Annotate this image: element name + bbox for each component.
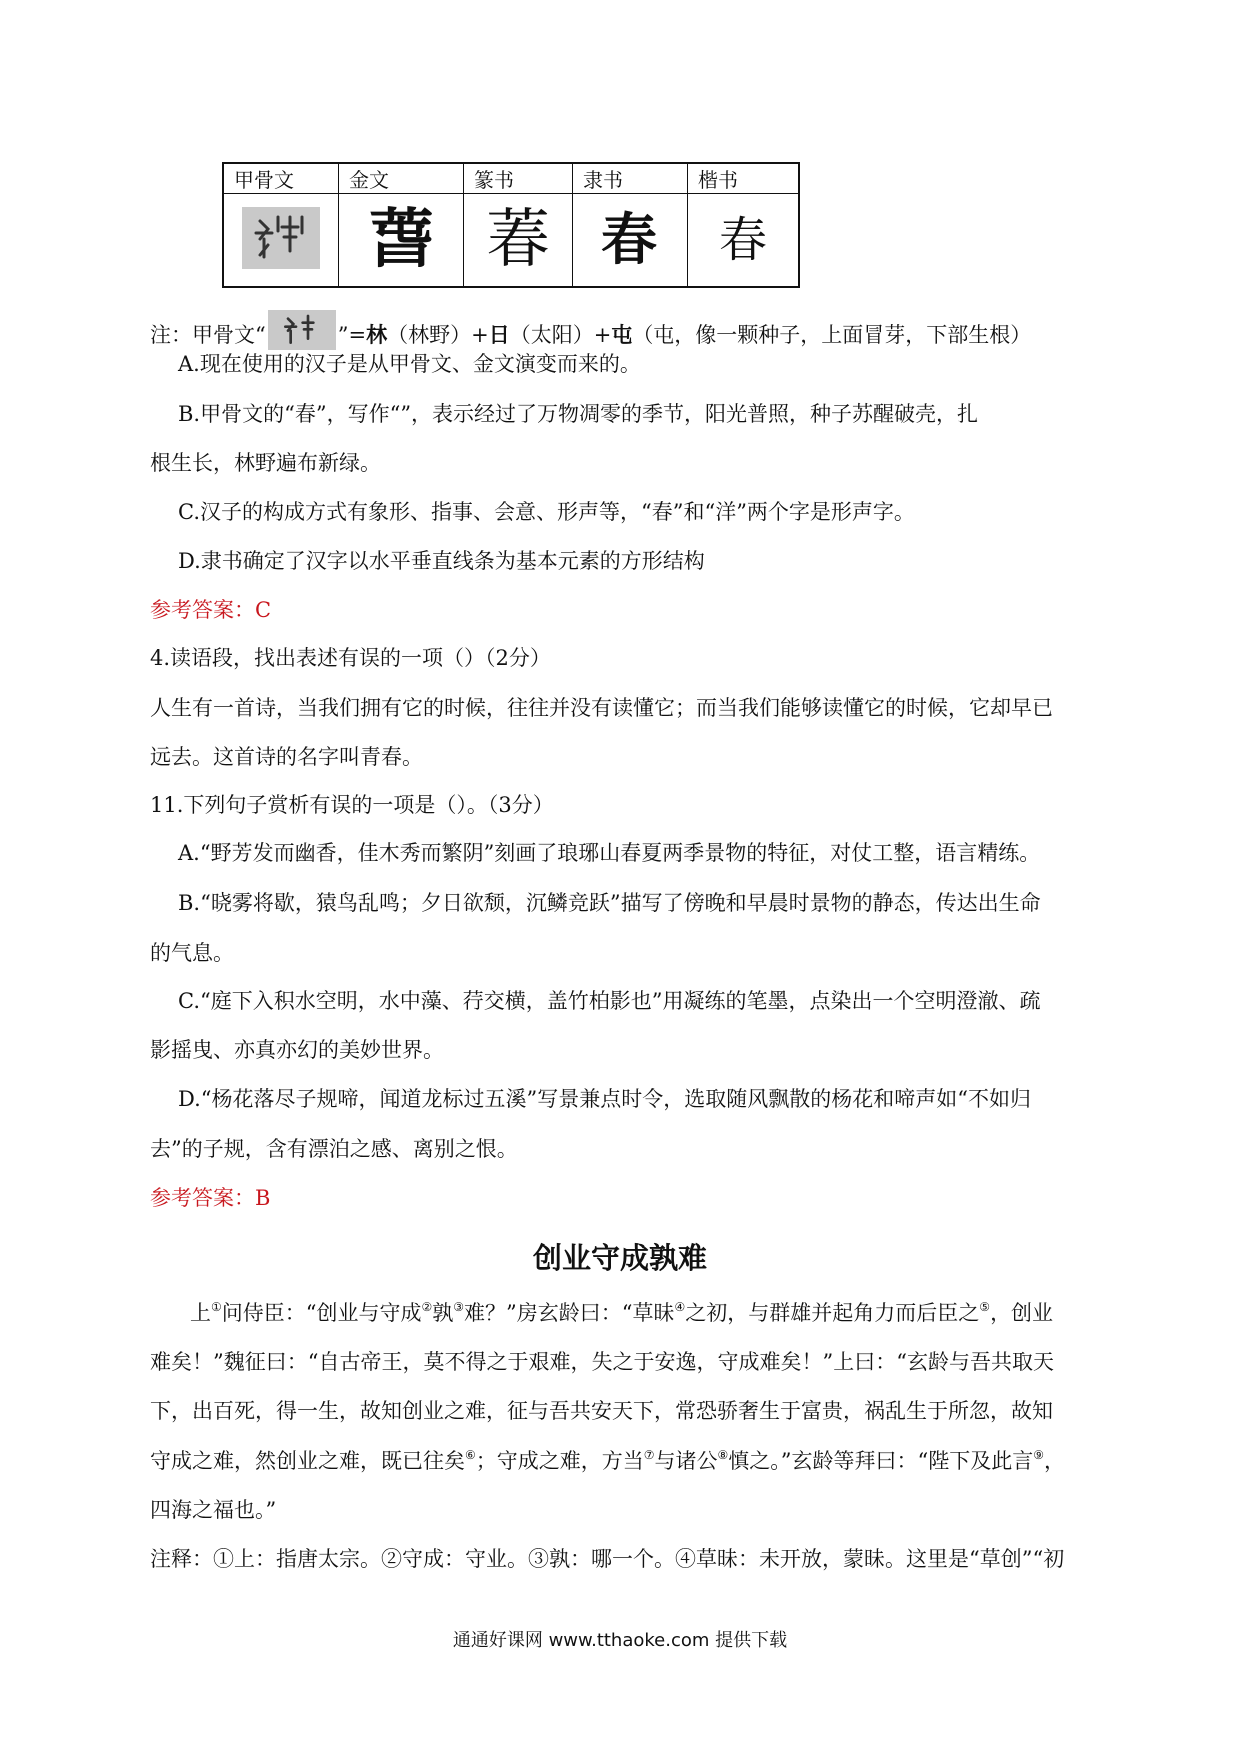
passage-text: 难？”房玄龄曰：“草昧 [464, 1301, 675, 1325]
seal-glyph-cell [464, 194, 573, 288]
passage-line-4 [150, 1446, 1065, 1476]
q4-passage-line2: 远去。这首诗的名字叫青春。 [150, 745, 423, 769]
clerical-glyph-cell [573, 194, 688, 288]
oracle-bone-glyph-cell [223, 194, 339, 288]
q11-answer: 参考答案：B [150, 1186, 271, 1210]
header-clerical: 隶书 [573, 163, 688, 194]
passage-text: 守成之难，然创业之难，既已往矣 [150, 1449, 465, 1473]
passage-text: 上 [190, 1301, 211, 1325]
passage-text: ；守成之难，方当 [475, 1449, 644, 1473]
regular-glyph: 春 [718, 212, 767, 268]
sprout-symbol: 屯 [611, 322, 633, 347]
clerical-glyph: 春 [601, 207, 659, 273]
passage-title: 创业守成孰难 [532, 1241, 707, 1275]
forest-symbol: 林 [366, 322, 388, 347]
regular-glyph-cell [688, 194, 800, 288]
note-rest: （屯，像一颗种子，上面冒芽，下部生根） [632, 323, 1032, 347]
q4-passage-line1: 人生有一首诗，当我们拥有它的时候，往往并没有读懂它；而当我们能够读懂它的时候，它却早已 [150, 696, 1053, 720]
header-bronze: 金文 [339, 163, 464, 194]
footnote-mark-6: ⑥ [465, 1448, 476, 1462]
q11-option-d-line2: 去”的子规，含有漂泊之感、离别之恨。 [150, 1137, 518, 1161]
oracle-note [150, 310, 1031, 350]
passage-text: 孰 [432, 1301, 454, 1325]
passage-line-3: 下，出百死，得一生，故知创业之难，征与吾共安天下，常恐骄奢生于富贵，祸乱生于所忽，故知 [150, 1399, 1053, 1423]
footnote-mark-8: ⑧ [717, 1448, 729, 1462]
bronze-glyph-cell [339, 194, 464, 288]
passage-notes: 注释：①上：指唐太宗。②守成：守业。③孰：哪一个。④草昧：未开放，蒙昧。这里是“草创”“初 [150, 1547, 1065, 1571]
passage-text: 问侍臣：“创业与守成 [221, 1301, 422, 1325]
page-footer: 通通好课网 www.tthaoke.com 提供下载 [452, 1630, 788, 1651]
q3-option-a: A.现在使用的汉子是从甲骨文、金文演变而来的。 [178, 352, 641, 376]
header-regular: 楷书 [688, 163, 800, 194]
q3-option-c: C.汉子的构成方式有象形、指事、会意、形声等，“春”和“洋”两个字是形声字。 [178, 500, 915, 524]
footnote-mark-2: ② [421, 1300, 433, 1314]
table-glyph-row [223, 194, 799, 288]
header-oracle-bone: 甲骨文 [223, 163, 339, 194]
q4-stem: 4.读语段，找出表述有误的一项（）（2分） [150, 646, 551, 670]
sun-symbol: 日 [488, 322, 510, 347]
q11-option-b-line1: B.“晓雾将歇，猿鸟乱鸣；夕日欲颓，沉鳞竞跃”描写了傍晚和早晨时景物的静态，传达出生命 [178, 891, 1041, 915]
q3-option-d: D.隶书确定了汉字以水平垂直线条为基本元素的方形结构 [178, 549, 705, 573]
note-sun: （太阳）+ [509, 323, 612, 347]
passage-text: 与诸公 [654, 1449, 718, 1473]
q11-stem: 11.下列句子赏析有误的一项是（）。（3分） [150, 793, 554, 817]
q3-option-b-line1: B.甲骨文的“春”，写作“”，表示经过了万物凋零的季节，阳光普照，种子苏醒破壳，扎 [178, 402, 979, 426]
footnote-mark-1: ① [211, 1300, 222, 1314]
passage-text: ，创业 [990, 1301, 1054, 1325]
oracle-bone-image [242, 207, 320, 269]
passage-text: ， [1044, 1449, 1066, 1473]
script-evolution-table [222, 162, 800, 288]
q11-option-d-line1: D.“杨花落尽子规啼，闻道龙标过五溪”写景兼点时令，选取随风飘散的杨花和啼声如“不如归 [178, 1087, 1031, 1111]
note-equals: ”= [337, 323, 367, 347]
passage-line-2: 难矣！”魏征曰：“自古帝王，莫不得之于艰难，失之于安逸，守成难矣！”上曰：“玄龄与吾共取天 [150, 1350, 1054, 1374]
q3-answer: 参考答案：C [150, 598, 272, 622]
passage-text: 慎之。”玄龄等拜曰：“陛下及此言 [728, 1449, 1034, 1473]
footnote-mark-4: ④ [674, 1300, 686, 1314]
footnote-mark-7: ⑦ [643, 1448, 655, 1462]
oracle-bone-inline-image [268, 310, 336, 350]
footnote-mark-3: ③ [453, 1300, 465, 1314]
header-seal: 篆书 [464, 163, 573, 194]
q3-option-b-line2: 根生长，林野遍布新绿。 [150, 451, 381, 475]
bronze-glyph: 萅 [369, 202, 433, 277]
footnote-mark-9: ⑨ [1033, 1448, 1045, 1462]
passage-line-1 [190, 1298, 1053, 1328]
passage-line-5: 四海之福也。” [150, 1498, 277, 1522]
q11-option-c-line1: C.“庭下入积水空明，水中藻、荇交横，盖竹柏影也”用凝练的笔墨，点染出一个空明澄澈、疏 [178, 989, 1041, 1013]
q11-option-b-line2: 的气息。 [150, 941, 234, 965]
q11-option-a: A.“野芳发而幽香，佳木秀而繁阴”刻画了琅琊山春夏两季景物的特征，对仗工整，语言精练。 [178, 841, 1041, 865]
passage-text: 之初，与群雄并起角力而后臣之 [685, 1301, 980, 1325]
q11-option-c-line2: 影摇曳、亦真亦幻的美妙世界。 [150, 1038, 444, 1062]
footnote-mark-5: ⑤ [979, 1300, 991, 1314]
seal-glyph: 萶 [486, 203, 550, 277]
note-forest: （林野）+ [387, 323, 489, 347]
note-prefix: 注：甲骨文“ [150, 323, 266, 347]
table-header-row [223, 163, 799, 194]
